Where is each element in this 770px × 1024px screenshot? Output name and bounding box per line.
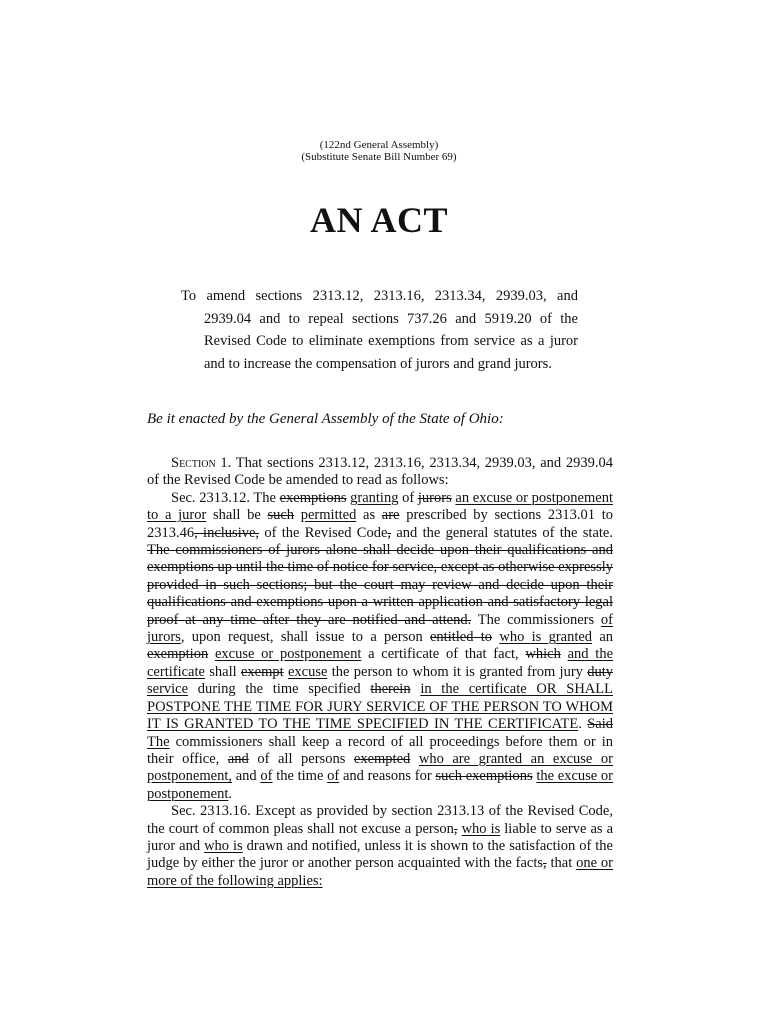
struck-text: exemption [147,646,209,663]
enacting-clause: Be it enacted by the General Assembly of the State of Ohio: [147,411,504,427]
text-run: an [592,629,614,646]
text-run [294,507,301,523]
sec-2313-12-paragraph [147,490,613,803]
assembly-header: (122nd General Assembly) [319,139,439,151]
struck-text: Said [587,716,613,733]
act-title: AN ACT [309,200,449,240]
inserted-text: granting [350,489,399,506]
text-run: . [578,716,588,733]
text-run: as [356,507,382,524]
struck-text: exemptions [279,489,347,506]
inserted-text: of [327,768,340,785]
text-run: a certificate of that fact, [361,646,526,663]
text-run: prescribed by sections 2313.01 to 2313.46 [147,507,613,541]
text-run: and [231,768,261,785]
inserted-text: service [147,681,189,698]
struck-text: , [387,524,392,541]
text-run: of the Revised Code [259,524,388,541]
bill-number-header: (Substitute Senate Bill Number 69) [301,151,457,163]
text-run: and the general statutes of the state. [391,524,613,541]
section-1-paragraph [147,455,613,490]
inserted-text: the excuse or postponement [147,768,614,802]
purpose-clause: To amend sections 2313.12, 2313.16, 2313.34, 2939.03, and 2939.04 and to repeal sections 737.26 and 5919.20 of the Revised Code to eliminate exemptions from service as a juror and to increase the compensation of jurors and grand jurors. [181,288,578,372]
struck-text: , [543,855,547,872]
section-label: Section [171,455,216,471]
inserted-text: in the certificate OR SHALL POSTPONE THE TIME FOR JURY SERVICE OF THE PERSON TO WHOM IT IS GRANTED TO THE TIME SPECIFIED IN THE CERTIFICATE [147,681,613,733]
struck-text: exempted [353,750,411,767]
struck-text: The commissioners of jurors alone shall decide upon their qualifications and exemptions up until the time of notice for service, except as otherwise expressly provided in such sections; but the court may review and decide upon their qualifications and exemptions upon a written application and satisfactory legal proof at any time after they are notified and attend. [147,542,613,628]
text-run: during the time specified [188,681,371,698]
text-run [561,646,568,662]
struck-text: duty [587,663,614,680]
struck-text: , inclusive, [194,524,260,541]
text-run: liable to serve as a juror and [147,820,614,854]
struck-text: entitled to [430,629,493,646]
text-run: The commissioners [471,611,601,628]
sec-2313-16-paragraph [147,803,613,890]
text-run: Sec. 2313.16. Except as provided by section 2313.13 of the Revised Code, the court of common pleas shall not excuse a person [147,803,613,837]
inserted-text: who is granted [499,629,593,646]
inserted-text: excuse [287,663,328,680]
inserted-text: The [147,733,170,750]
inserted-text: who is [461,820,501,837]
text-run: that [546,855,577,872]
text-run: the person to whom it is granted from jury [327,663,588,680]
struck-text: which [525,646,561,663]
struck-text: such exemptions [435,768,533,785]
struck-text: such [267,507,295,524]
text-run: commissioners shall keep a record of all proceedings before them or in their office, [147,733,613,767]
text-run: , upon request, shall issue to a person [180,629,430,646]
text-run: of [398,489,418,506]
text-run: shall [204,663,241,680]
act-body [147,455,613,890]
text-run: of all persons [248,750,354,767]
text-run: Sec. 2313.12. The [171,489,280,506]
struck-text: , [453,820,458,837]
struck-text: jurors [417,489,452,506]
text-run [410,751,419,767]
inserted-text: and the certificate [147,646,614,680]
struck-text: therein [370,681,411,698]
inserted-text: who is [204,837,243,854]
inserted-text: of jurors [147,611,614,646]
inserted-text: an excuse or postponement to a juror [147,489,613,524]
inserted-text: who are granted an excuse or postponement, [147,750,613,785]
text-run: and reasons for [339,768,436,785]
inserted-text: one or more of the following applies: [147,855,614,889]
struck-text: exempt [240,663,284,680]
text-run: shall be [206,507,268,524]
inserted-text: excuse or postponement [214,646,362,663]
text-run: the time [272,768,328,785]
struck-text: are [381,507,400,524]
text-run: drawn and notified, unless it is shown to the satisfaction of the judge by either the juror or another person acquainted with the facts [147,837,613,872]
text-run [411,681,421,697]
text-run: . [228,785,232,802]
struck-text: and [227,750,249,767]
text-run [208,646,215,662]
inserted-text: permitted [300,507,357,524]
section-1-text: 1. That sections 2313.12, 2313.16, 2313.34, 2939.03, and 2939.04 of the Revised Code be amended to read as follows: [147,455,613,489]
inserted-text: of [260,768,273,785]
